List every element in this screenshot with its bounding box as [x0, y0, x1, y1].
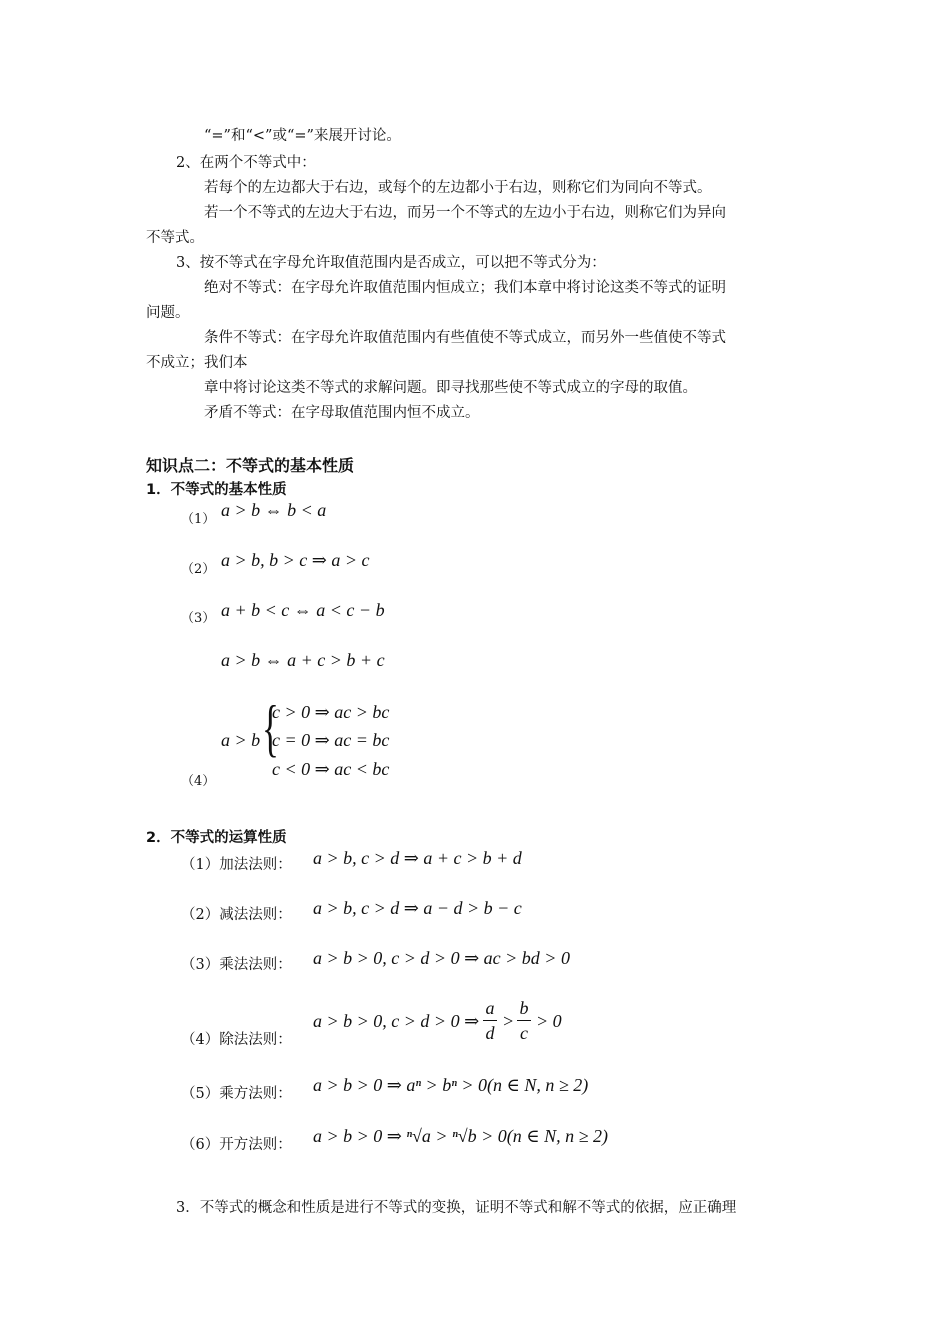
basic-2-number: （2）: [181, 562, 216, 577]
item-2-opposite-direction: 若一个不等式的左边大于右边，而另一个不等式的左边小于右边，则称它们为异向: [204, 205, 726, 221]
op-3-label: （3）乘法法则：: [181, 957, 292, 973]
intro-line: “=”和“<”或“=”来展开讨论。: [204, 128, 401, 144]
cases-brace-icon: {: [262, 692, 279, 763]
basic-4-case-3: c < 0 ⇒ ac < bc: [272, 759, 390, 779]
op-6-formula: a > b > 0 ⇒ ⁿ√a > ⁿ√b > 0(n ∈ N, n ≥ 2): [313, 1126, 608, 1146]
op-1-formula: a > b, c > d ⇒ a + c > b + d: [313, 848, 522, 868]
op-5-label: （5）乘方法则：: [181, 1086, 292, 1102]
op-4-frac1-numerator: a: [485, 998, 495, 1018]
op-4-frac1-line: [483, 1020, 497, 1021]
basic-4-lead: a > b: [221, 730, 261, 750]
op-2-formula: a > b, c > d ⇒ a − d > b − c: [313, 898, 522, 918]
op-4-formula-pre: a > b > 0, c > d > 0 ⇒: [313, 1011, 480, 1031]
basic-1-number: （1）: [181, 512, 216, 527]
op-4-frac2-line: [517, 1020, 531, 1021]
subsection-operation-properties: 2．不等式的运算性质: [146, 830, 287, 846]
basic-4-case-1: c > 0 ⇒ ac > bc: [272, 702, 390, 722]
basic-3b-formula: a > b ⇔ a + c > b + c: [221, 650, 385, 670]
item-2-title: 2、在两个不等式中：: [176, 155, 316, 171]
item-2-same-direction: 若每个的左边都大于右边，或每个的左边都小于右边，则称它们为同向不等式。: [204, 180, 712, 196]
contradictory-inequality: 矛盾不等式：在字母取值范围内恒不成立。: [204, 405, 480, 421]
absolute-inequality-cont: 问题。: [146, 305, 190, 321]
op-4-mid: >: [502, 1011, 515, 1031]
op-6-label: （6）开方法则：: [181, 1137, 292, 1153]
section-title: 知识点二：不等式的基本性质: [146, 456, 355, 475]
op-3-formula: a > b > 0, c > d > 0 ⇒ ac > bd > 0: [313, 948, 570, 968]
subsection-basic-properties: 1．不等式的基本性质: [146, 482, 287, 498]
op-1-label: （1）加法法则：: [181, 857, 292, 873]
basic-3-number: （3）: [181, 611, 216, 626]
op-4-label: （4）除法法则：: [181, 1032, 292, 1048]
op-4-frac1-denominator: d: [485, 1023, 495, 1043]
op-2-label: （2）减法法则：: [181, 907, 292, 923]
basic-2-formula: a > b, b > c ⇒ a > c: [221, 550, 370, 570]
item-3-title: 3、按不等式在字母允许取值范围内是否成立，可以把不等式分为：: [176, 255, 606, 271]
conditional-inequality: 条件不等式：在字母允许取值范围内有些值使不等式成立，而另外一些值使不等式: [204, 330, 726, 346]
basic-1-formula: a > b ⇔ b < a: [221, 500, 327, 520]
basic-3-formula: a + b < c ⇔ a < c − b: [221, 600, 385, 620]
op-4-frac2-denominator: c: [520, 1023, 528, 1043]
op-4-frac2-numerator: b: [519, 998, 529, 1018]
op-4-tail: > 0: [536, 1011, 562, 1031]
closing-paragraph: 3．不等式的概念和性质是进行不等式的变换，证明不等式和解不等式的依据，应正确理: [176, 1200, 737, 1216]
op-5-formula: a > b > 0 ⇒ aⁿ > bⁿ > 0(n ∈ N, n ≥ 2): [313, 1075, 589, 1095]
basic-4-case-2: c = 0 ⇒ ac = bc: [272, 730, 390, 750]
absolute-inequality: 绝对不等式：在字母允许取值范围内恒成立；我们本章中将讨论这类不等式的证明: [204, 280, 726, 296]
basic-4-number: （4）: [181, 774, 216, 789]
conditional-inequality-cont: 不成立；我们本: [146, 355, 248, 371]
item-2-opposite-direction-cont: 不等式。: [146, 230, 204, 246]
conditional-inequality-cont2: 章中将讨论这类不等式的求解问题。即寻找那些使不等式成立的字母的取值。: [204, 380, 697, 396]
